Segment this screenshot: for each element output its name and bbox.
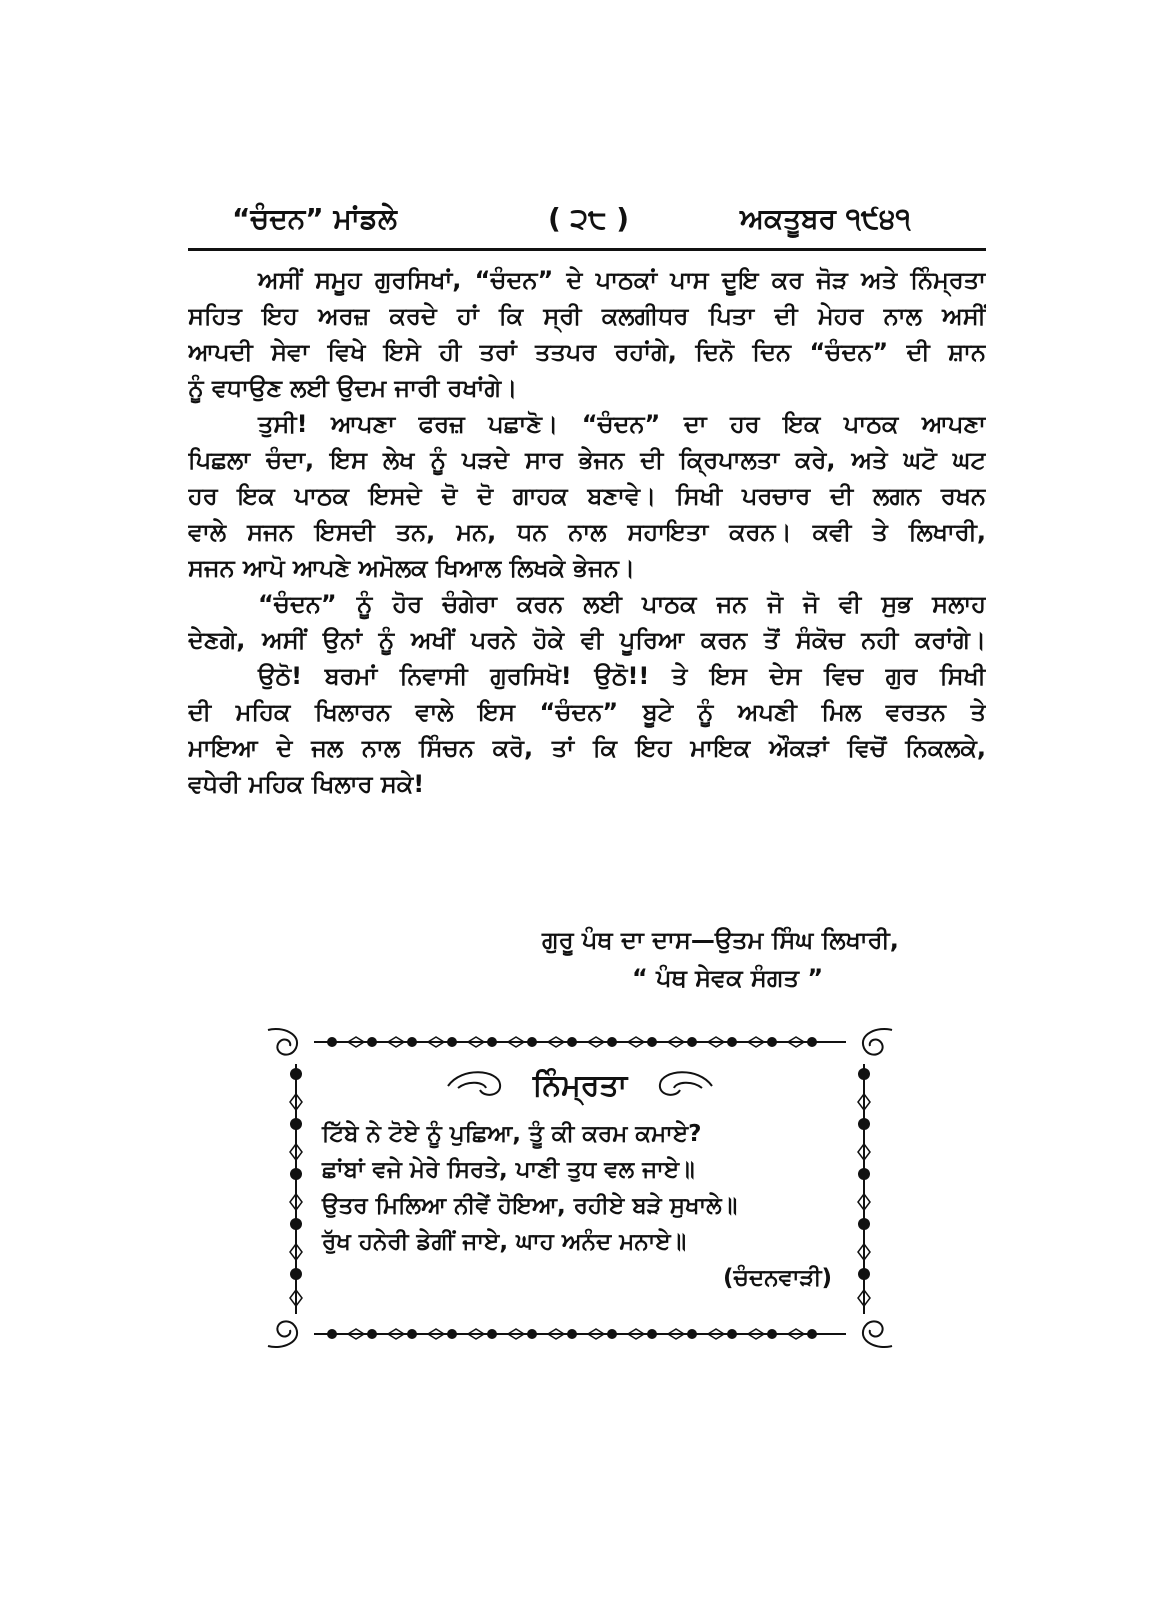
body-line: ਦੀ ਮਹਿਕ ਖਿਲਾਰਨ ਵਾਲੇ ਇਸ “ਚੰਦਨ” ਬੂਟੇ ਨੂੰ ਅਪਣੀ ਮਿਲ ਵਰਤਨ ਤੇ [188,698,986,726]
body-line: ਵਧੇਰੀ ਮਹਿਕ ਖਿਲਾਰ ਸਕੇ! [188,770,425,798]
poem-line: ਉਤਰ ਮਿਲਿਆ ਨੀਵੇਂ ਹੋਇਆ, ਰਹੀਏ ਬੜੇ ਸੁਖਾਲੇ॥ [322,1193,738,1219]
header-publication: “ਚੰਦਨ” ਮਾਂਡਲੇ [232,202,397,235]
signature-organization: “ ਪੰਥ ਸੇਵਕ ਸੰਗਤ ” [632,964,824,992]
body-line: ਉਠੋ! ਬਰਮਾਂ ਨਿਵਾਸੀ ਗੁਰਸਿਖੋ! ਉਠੋ!! ਤੇ ਇਸ ਦੇਸ ਵਿਚ ਗੁਰ ਸਿਖੀ [258,662,986,690]
poem-line: ਟਿੱਬੇ ਨੇ ਟੋਏ ਨੂੰ ਪੁਛਿਆ, ਤੂੰ ਕੀ ਕਰਮ ਕਮਾਏ? [322,1121,702,1147]
body-line: “ਚੰਦਨ” ਨੂੰ ਹੋਰ ਚੰਗੇਰਾ ਕਰਨ ਲਈ ਪਾਠਕ ਜਨ ਜੋ ਜੋ ਵੀ ਸੁਭ ਸਲਾਹ [258,590,986,618]
body-line: ਨੂੰ ਵਧਾਉਣ ਲਈ ਉਦਮ ਜਾਰੀ ਰਖਾਂਗੇ। [188,374,518,402]
body-line: ਮਾਇਆ ਦੇ ਜਲ ਨਾਲ ਸਿੰਚਨ ਕਰੋ, ਤਾਂ ਕਿ ਇਹ ਮਾਇਕ ਔਕੜਾਂ ਵਿਚੋਂ ਨਿਕਲਕੇ, [188,734,986,762]
body-line: ਪਿਛਲਾ ਚੰਦਾ, ਇਸ ਲੇਖ ਨੂੰ ਪੜਦੇ ਸਾਰ ਭੇਜਨ ਦੀ ਕ੍ਰਿਪਾਲਤਾ ਕਰੇ, ਅਤੇ ਘਟੋ ਘਟ [188,446,986,474]
header-date: ਅਕਤੂਬਰ ੧੯੪੧ [740,202,911,235]
body-line: ਆਪਦੀ ਸੇਵਾ ਵਿਖੇ ਇਸੇ ਹੀ ਤਰਾਂ ਤਤਪਰ ਰਹਾਂਗੇ, ਦਿਨੋ ਦਿਨ “ਚੰਦਨ” ਦੀ ਸ਼ਾਨ [188,338,986,366]
body-line: ਅਸੀਂ ਸਮੂਹ ਗੁਰਸਿਖਾਂ, “ਚੰਦਨ” ਦੇ ਪਾਠਕਾਂ ਪਾਸ ਦੂਇ ਕਰ ਜੋੜ ਅਤੇ ਨਿੰਮ੍ਰਤਾ [258,266,986,294]
poem-body [322,1116,842,1296]
body-line: ਦੇਣਗੇ, ਅਸੀਂ ਉਨਾਂ ਨੂੰ ਅਖੀਂ ਪਰਨੇ ਹੋਕੇ ਵੀ ਪੂਰਿਆ ਕਰਨ ਤੋਂ ਸੰਕੋਚ ਨਹੀ ਕਰਾਂਗੇ। [188,626,986,654]
signature-author: ਗੁਰੂ ਪੰਥ ਦਾ ਦਾਸ—ਉਤਮ ਸਿੰਘ ਲਿਖਾਰੀ, [542,926,899,954]
body-line: ਸਜਨ ਆਪੋ ਆਪਣੇ ਅਮੋਲਕ ਖਿਆਲ ਲਿਖਕੇ ਭੇਜਨ। [188,554,635,582]
body-line: ਸਹਿਤ ਇਹ ਅਰਜ਼ ਕਰਦੇ ਹਾਂ ਕਿ ਸ੍ਰੀ ਕਲਗੀਧਰ ਪਿਤਾ ਦੀ ਮੇਹਰ ਨਾਲ ਅਸੀਂ [188,302,986,330]
header-page-number: ( ੨੮ ) [548,202,630,235]
poem-source: (ਚੰਦਨਵਾੜੀ) [722,1265,832,1291]
header-rule [188,248,986,251]
body-text [188,262,986,802]
poem-line: ਛਾਂਬਾਂ ਵਜੇ ਮੇਰੇ ਸਿਰਤੇ, ਪਾਣੀ ਤੁਧ ਵਲ ਜਾਏ॥ [322,1157,695,1183]
body-line: ਹਰ ਇਕ ਪਾਠਕ ਇਸਦੇ ਦੋ ਦੋ ਗਾਹਕ ਬਣਾਵੇ। ਸਿਖੀ ਪਰਚਾਰ ਦੀ ਲਗਨ ਰਖਨ [188,482,986,510]
poem-box [262,1024,898,1352]
poem-line: ਰੁੱਖ ਹਨੇਰੀ ਡੇਗੀਂ ਜਾਏ, ਘਾਹ ਅਨੰਦ ਮਨਾਏ॥ [322,1229,687,1255]
body-line: ਤੁਸੀ! ਆਪਣਾ ਫਰਜ਼ ਪਛਾਣੋ। “ਚੰਦਨ” ਦਾ ਹਰ ਇਕ ਪਾਠਕ ਆਪਣਾ [258,410,986,438]
poem-title: ਨਿੰਮ੍ਰਤਾ [532,1068,628,1103]
body-line: ਵਾਲੇ ਸਜਨ ਇਸਦੀ ਤਨ, ਮਨ, ਧਨ ਨਾਲ ਸਹਾਇਤਾ ਕਰਨ। ਕਵੀ ਤੇ ਲਿਖਾਰੀ, [188,518,986,546]
